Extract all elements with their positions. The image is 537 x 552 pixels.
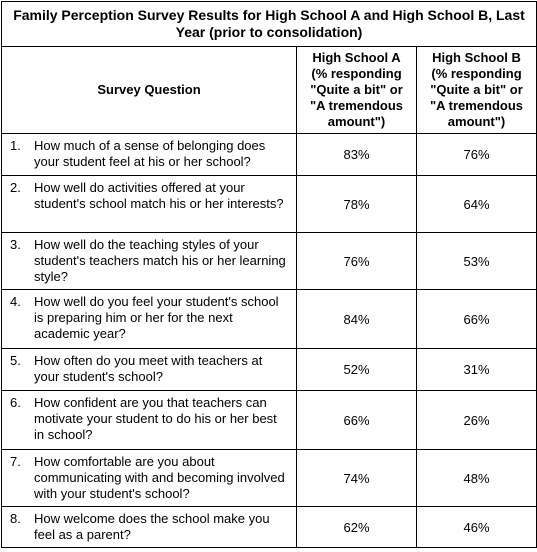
question-number: 7. [10, 454, 21, 469]
question-wrap [10, 138, 290, 170]
question-number: 3. [10, 237, 21, 252]
survey-results-table [1, 1, 537, 548]
header-high-school-a-text: High School A (% responding "Quite a bit" or "A tremendous amount") [309, 50, 404, 129]
question-wrap [10, 511, 290, 543]
header-high-school-b-text: High School B (% responding "Quite a bit" or "A tremendous amount") [429, 50, 524, 129]
school-a-value: 74% [297, 450, 417, 507]
question-text: How well do activities offered at your student's school match his or her interests? [34, 180, 284, 211]
question-number: 4. [10, 294, 21, 309]
table-row [2, 391, 537, 450]
table-row [2, 176, 537, 233]
school-a-value: 78% [297, 176, 417, 233]
question-number: 2. [10, 180, 21, 195]
school-a-value: 62% [297, 507, 417, 548]
question-text: How comfortable are you about communicating with and becoming involved with your student's school? [34, 454, 285, 501]
school-a-value: 66% [297, 391, 417, 450]
school-b-value: 46% [417, 507, 537, 548]
question-wrap [10, 353, 290, 385]
question-cell [2, 176, 297, 233]
question-text: How much of a sense of belonging does your student feel at his or her school? [34, 138, 266, 169]
question-wrap [10, 294, 290, 342]
question-cell [2, 349, 297, 391]
school-a-value: 52% [297, 349, 417, 391]
table-row [2, 507, 537, 548]
school-b-value: 31% [417, 349, 537, 391]
question-wrap [10, 237, 290, 285]
question-cell [2, 290, 297, 349]
table-row [2, 450, 537, 507]
school-b-value: 26% [417, 391, 537, 450]
school-b-value: 64% [417, 176, 537, 233]
school-a-value: 76% [297, 233, 417, 290]
question-text: How well do you feel your student's school is preparing him or her for the next academic year? [34, 294, 279, 341]
school-b-value: 76% [417, 134, 537, 176]
question-text: How well do the teaching styles of your student's teachers match his or her learning style? [34, 237, 286, 284]
question-text: How welcome does the school make you feel as a parent? [34, 511, 270, 542]
table-row [2, 290, 537, 349]
table-title: Family Perception Survey Results for High School A and High School B, Last Year (prior to consolidation) [2, 2, 537, 47]
question-wrap [10, 395, 290, 443]
school-a-value: 83% [297, 134, 417, 176]
header-survey-question: Survey Question [2, 47, 297, 134]
header-row [2, 47, 537, 134]
question-wrap [10, 454, 290, 502]
question-number: 6. [10, 395, 21, 410]
school-b-value: 53% [417, 233, 537, 290]
title-row [2, 2, 537, 47]
question-cell [2, 507, 297, 548]
question-cell [2, 391, 297, 450]
header-high-school-b [417, 47, 537, 134]
question-wrap [10, 180, 290, 212]
school-b-value: 66% [417, 290, 537, 349]
table-row [2, 134, 537, 176]
table-body [2, 134, 537, 548]
school-b-value: 48% [417, 450, 537, 507]
question-number: 5. [10, 353, 21, 368]
header-high-school-a [297, 47, 417, 134]
question-cell [2, 134, 297, 176]
table-row [2, 233, 537, 290]
school-a-value: 84% [297, 290, 417, 349]
question-cell [2, 450, 297, 507]
question-text: How confident are you that teachers can motivate your student to do his or her best in school? [34, 395, 277, 442]
question-number: 8. [10, 511, 21, 526]
question-text: How often do you meet with teachers at your student's school? [34, 353, 263, 384]
question-number: 1. [10, 138, 21, 153]
table-row [2, 349, 537, 391]
question-cell [2, 233, 297, 290]
